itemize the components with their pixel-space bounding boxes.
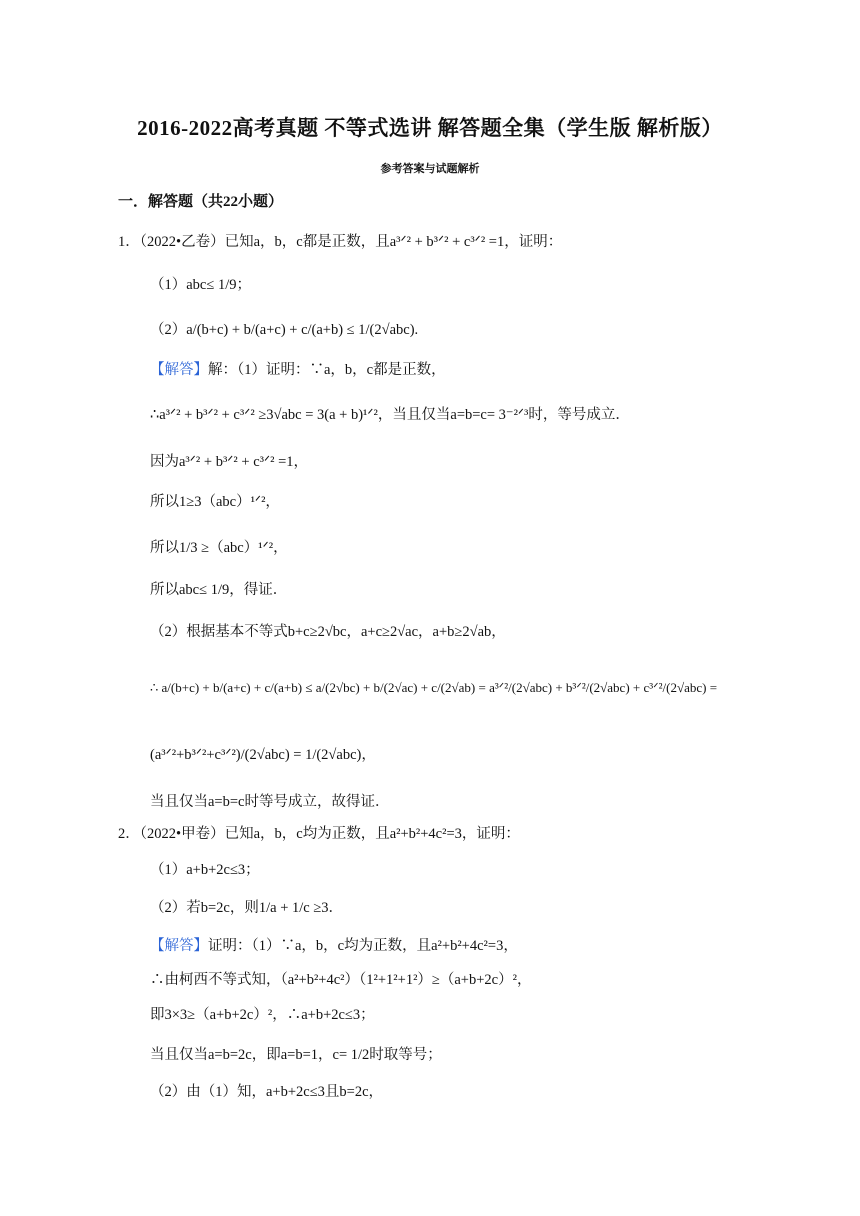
problem-1-solution-step-7: （2）根据基本不等式b+c≥2√bc，a+c≥2√ac，a+b≥2√ab， (150, 624, 506, 640)
problem-2-solution-intro (150, 936, 518, 956)
solution-text: 解：（1）证明：∵a，b，c都是正数， (208, 362, 446, 378)
problem-1-part-1: （1）abc≤ 1/9； (150, 277, 251, 293)
problem-2-solution-step-4: 当且仅当a=b=2c，即a=b=1，c= 1/2时取等号； (150, 1047, 442, 1063)
problem-1-solution-step-8: ∴ a/(b+c) + b/(a+c) + c/(a+b) ≤ a/(2√bc) + b/(2√ac) + c/(2√ab) = a³ᐟ²/(2√abc) + b³ᐟ²/(2√abc) + c³ᐟ²/(2√abc) = (150, 680, 718, 695)
problem-2-part-1: （1）a+b+2c≤3； (150, 862, 260, 878)
solution-text: 证明：（1）∵a，b，c均为正数，且a²+b²+4c²=3， (208, 938, 518, 954)
problem-1-stem: 1．（2022•乙卷）已知a，b，c都是正数，且a³ᐟ² + b³ᐟ² + c³ᐟ² =1，证明： (118, 234, 563, 250)
answer-tag: 【解答】 (150, 362, 208, 378)
document-subtitle: 参考答案与试题解析 (380, 163, 480, 175)
problem-2-solution-step-5: （2）由（1）知，a+b+2c≤3且b=2c， (150, 1084, 384, 1100)
problem-1-solution-step-10: 当且仅当a=b=c时等号成立，故得证． (150, 794, 390, 810)
problem-1-solution-intro (150, 360, 446, 380)
problem-1-part-2: （2）a/(b+c) + b/(a+c) + c/(a+b) ≤ 1/(2√abc). (150, 322, 419, 338)
problem-1-solution-step-2: ∴a³ᐟ² + b³ᐟ² + c³ᐟ² ≥3√abc = 3(a + b)¹ᐟ²，当且仅当a=b=c= 3⁻²ᐟ³时，等号成立． (150, 407, 630, 423)
section-heading: 一．解答题（共22小题） (118, 194, 284, 210)
problem-2-stem: 2．（2022•甲卷）已知a，b，c均为正数，且a²+b²+4c²=3，证明： (118, 826, 520, 842)
problem-1-solution-step-6: 所以abc≤ 1/9，得证． (150, 582, 288, 598)
problem-2-solution-step-3: 即3×3≥（a+b+2c）²，∴a+b+2c≤3； (150, 1007, 375, 1023)
problem-2-solution-step-2: ∴由柯西不等式知，（a²+b²+4c²）（1²+1²+1²）≥（a+b+2c）²， (150, 972, 532, 988)
problem-1-solution-step-3: 因为a³ᐟ² + b³ᐟ² + c³ᐟ² =1， (150, 454, 309, 470)
problem-1-solution-step-5: 所以1/3 ≥（abc）¹ᐟ²， (150, 540, 288, 556)
document-title: 2016-2022高考真题 不等式选讲 解答题全集（学生版 解析版） (137, 116, 723, 140)
problem-2-part-2: （2）若b=2c，则1/a + 1/c ≥3． (150, 900, 344, 916)
problem-1-solution-step-4: 所以1≥3（abc）¹ᐟ²， (150, 494, 280, 510)
answer-tag: 【解答】 (150, 938, 208, 954)
problem-1-solution-step-9: (a³ᐟ²+b³ᐟ²+c³ᐟ²)/(2√abc) = 1/(2√abc)， (150, 747, 376, 763)
